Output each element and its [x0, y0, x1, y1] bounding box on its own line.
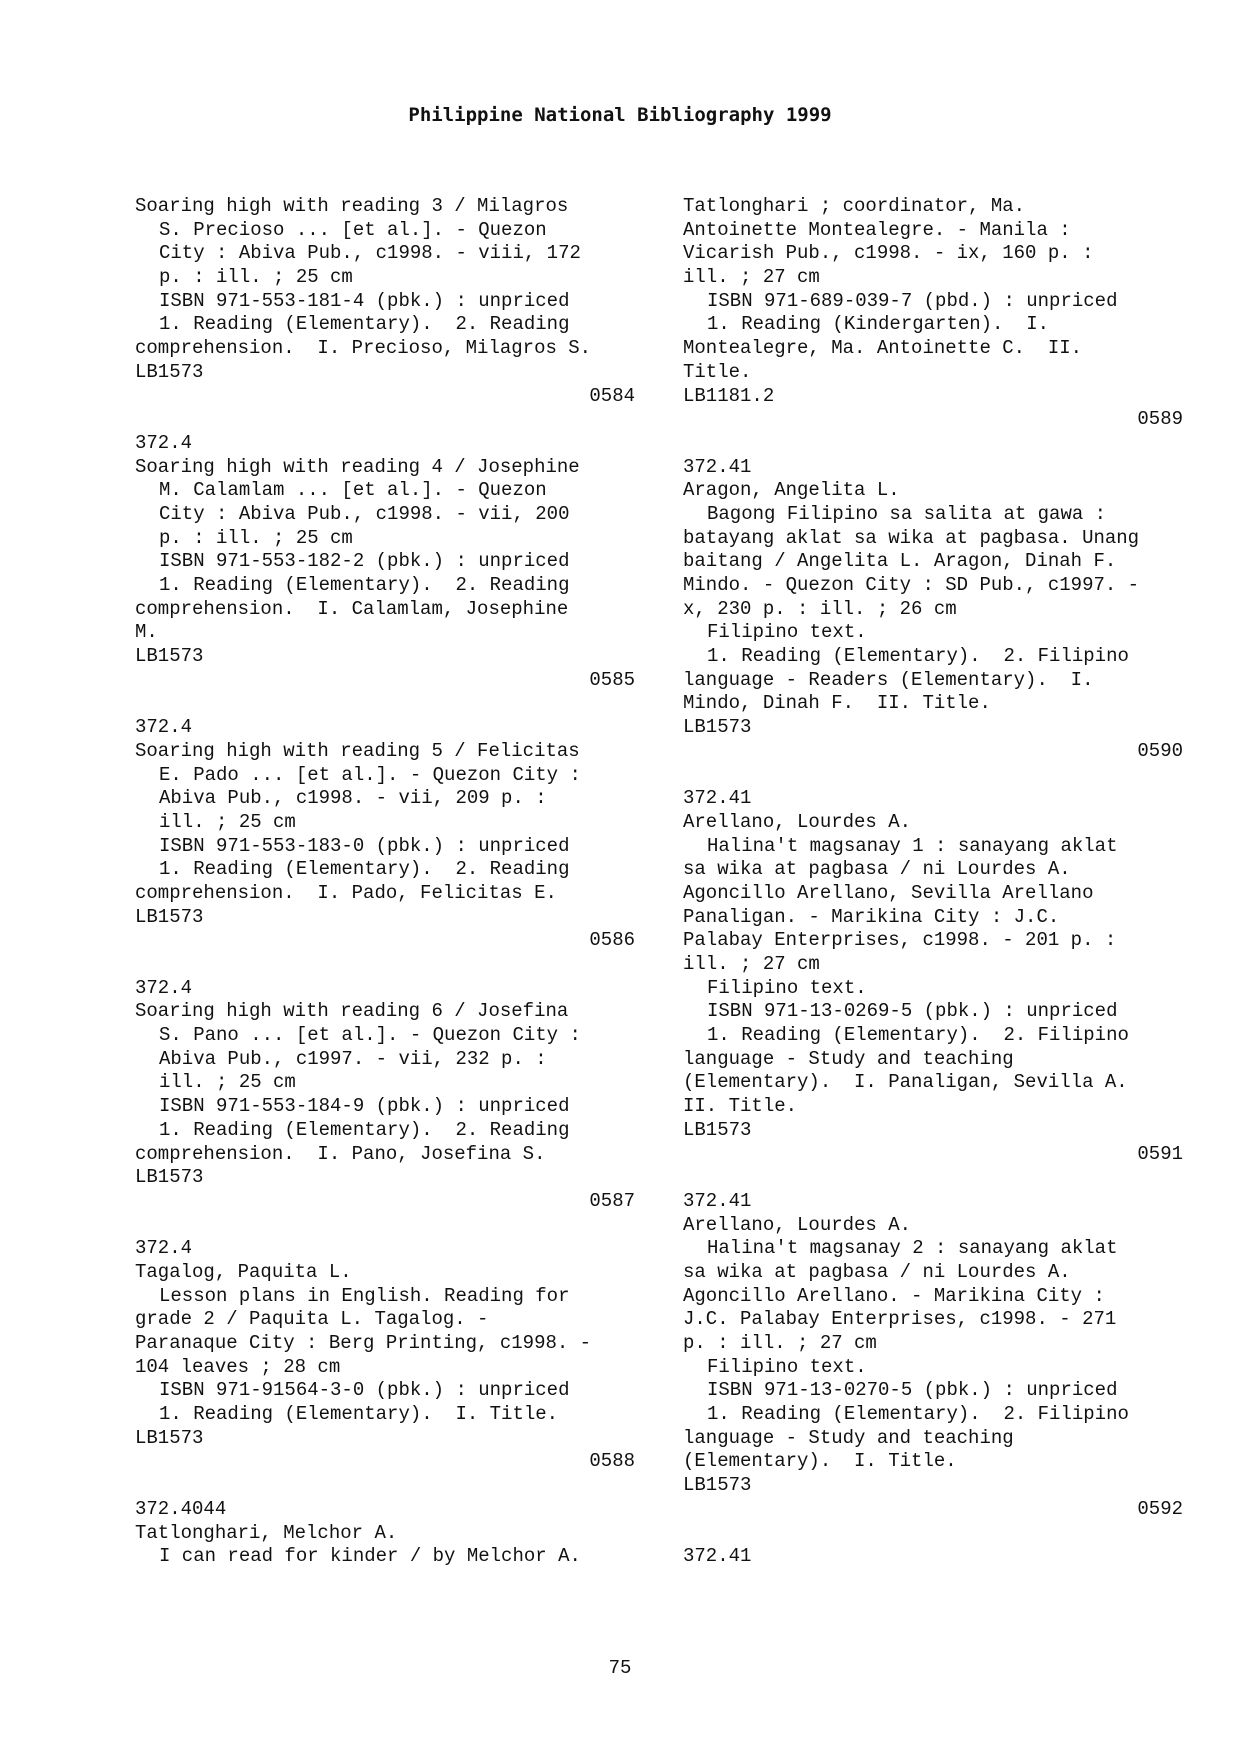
entry-line: ISBN 971-553-183-0 (pbk.) : unpriced [159, 834, 570, 857]
entry-number: 0588 [589, 1450, 635, 1473]
entry-line: 372.41 [683, 455, 752, 478]
entry-line: Agoncillo Arellano. - Marikina City : [683, 1284, 1105, 1307]
entry-line: Soaring high with reading 6 / Josefina [135, 1000, 569, 1023]
entry-line: p. : ill. ; 27 cm [683, 1332, 877, 1354]
entry-line: LB1573 [135, 645, 204, 668]
entry-gap [135, 692, 635, 716]
entry-line: Abiva Pub., c1998. - vii, 209 p. : [159, 787, 547, 810]
entry-line: Tatlonghari, Melchor A. [135, 1521, 398, 1544]
entry-line: Halina't magsanay 2 : sanayang aklat [707, 1237, 1118, 1260]
entry-gap [683, 764, 1183, 788]
entry-line: Filipino text. [707, 1355, 867, 1378]
entry-line: (Elementary). I. Title. [683, 1450, 957, 1473]
entry-line: x, 230 p. : ill. ; 26 cm [683, 597, 957, 620]
entry-line: p. : ill. ; 25 cm [159, 526, 353, 549]
entry-line: City : Abiva Pub., c1998. - viii, 172 [159, 242, 581, 265]
entry-line: Filipino text. [707, 621, 867, 644]
bibliography-entry [135, 432, 635, 716]
entry-line: ill. ; 25 cm [159, 1071, 296, 1094]
entry-gap [683, 432, 1183, 456]
entry-line: M. [135, 621, 158, 644]
entry-line: 1. Reading (Elementary). 2. Reading [159, 1118, 570, 1141]
entry-line: comprehension. I. Pado, Felicitas E. [135, 881, 557, 904]
entry-line: LB1573 [683, 1118, 752, 1141]
page-number: 75 [608, 1657, 632, 1679]
entry-line: Halina't magsanay 1 : sanayang aklat [707, 834, 1118, 857]
entry-gap [135, 953, 635, 977]
entry-line: Abiva Pub., c1997. - vii, 232 p. : [159, 1047, 547, 1070]
entry-line: Mindo, Dinah F. II. Title. [683, 692, 991, 715]
entry-line: LB1573 [683, 1474, 752, 1497]
entry-line: ISBN 971-553-181-4 (pbk.) : unpriced [159, 289, 570, 312]
entry-line: Paranaque City : Berg Printing, c1998. - [135, 1332, 592, 1354]
entry-line: LB1573 [683, 716, 752, 739]
entry-line: Aragon, Angelita L. [683, 479, 900, 502]
bibliography-entry [683, 456, 1183, 788]
entry-line: Soaring high with reading 4 / Josephine [135, 455, 580, 478]
entry-line: language - Study and teaching [683, 1426, 1014, 1449]
bibliography-entry [135, 716, 635, 977]
entry-line: M. Calamlam ... [et al.]. - Quezon [159, 479, 547, 502]
entry-line: 104 leaves ; 28 cm [135, 1355, 341, 1378]
entry-line: 1. Reading (Elementary). I. Title. [159, 1403, 559, 1426]
bibliography-entry [135, 195, 635, 432]
entry-line: S. Pano ... [et al.]. - Quezon City : [159, 1024, 581, 1047]
entry-gap [683, 1166, 1183, 1190]
entry-line: ill. ; 25 cm [159, 810, 296, 833]
entry-number: 0590 [1137, 739, 1183, 762]
entry-line: 372.4044 [135, 1497, 227, 1520]
entry-line: 1. Reading (Elementary). 2. Filipino [707, 645, 1129, 668]
page-title: Philippine National Bibliography 1999 [408, 104, 832, 126]
entry-line: ISBN 971-689-039-7 (pbd.) : unpriced [707, 289, 1118, 312]
bibliography-entry [135, 1498, 635, 1569]
entry-gap [135, 1474, 635, 1498]
entry-line: sa wika at pagbasa / ni Lourdes A. [683, 1260, 1071, 1283]
entry-line: 372.4 [135, 716, 193, 739]
entry-line: 1. Reading (Elementary). 2. Filipino [707, 1403, 1129, 1426]
entry-number: 0587 [589, 1189, 635, 1212]
entry-line: sa wika at pagbasa / ni Lourdes A. [683, 858, 1071, 881]
entry-line: S. Precioso ... [et al.]. - Quezon [159, 218, 547, 241]
entry-line: E. Pado ... [et al.]. - Quezon City : [159, 763, 581, 786]
bibliography-entry [135, 977, 635, 1238]
entry-line: 372.41 [683, 1545, 752, 1568]
bibliography-entry [683, 1190, 1183, 1545]
entry-line: Tatlonghari ; coordinator, Ma. [683, 195, 1026, 217]
entry-line: 1. Reading (Elementary). 2. Reading [159, 574, 570, 596]
entry-number: 0585 [589, 668, 635, 691]
entry-line: comprehension. I. Calamlam, Josephine [135, 597, 569, 620]
entry-line: (Elementary). I. Panaligan, Sevilla A. [683, 1071, 1128, 1094]
entry-line: City : Abiva Pub., c1998. - vii, 200 [159, 502, 570, 525]
entry-line: ill. ; 27 cm [683, 953, 820, 975]
entry-line: Montealegre, Ma. Antoinette C. II. [683, 337, 1083, 360]
bibliography-entry [683, 1545, 1183, 1569]
entry-line: 1. Reading (Elementary). 2. Reading [159, 313, 570, 336]
entry-line: I can read for kinder / by Melchor A. [159, 1545, 581, 1568]
entry-line: ISBN 971-13-0269-5 (pbk.) : unpriced [707, 1000, 1118, 1023]
left-column [135, 195, 635, 1569]
entry-line: Palabay Enterprises, c1998. - 201 p. : [683, 929, 1117, 952]
entry-gap [135, 408, 635, 432]
entry-line: 1. Reading (Kindergarten). I. [707, 313, 1050, 336]
entry-number: 0592 [1137, 1497, 1183, 1520]
entry-line: 372.4 [135, 431, 193, 454]
entry-line: ill. ; 27 cm [683, 266, 820, 289]
entry-line: Agoncillo Arellano, Sevilla Arellano [683, 881, 1094, 904]
entry-line: Antoinette Montealegre. - Manila : [683, 218, 1071, 241]
entry-line: Tagalog, Paquita L. [135, 1260, 352, 1283]
entry-line: LB1573 [135, 1426, 204, 1449]
entry-line: ISBN 971-553-182-2 (pbk.) : unpriced [159, 550, 570, 573]
entry-line: language - Study and teaching [683, 1047, 1014, 1070]
bibliography-entry [683, 787, 1183, 1190]
entry-line: 1. Reading (Elementary). 2. Filipino [707, 1024, 1129, 1047]
entry-line: LB1573 [135, 905, 204, 928]
entry-line: p. : ill. ; 25 cm [159, 266, 353, 289]
entry-line: Soaring high with reading 5 / Felicitas [135, 739, 580, 762]
entry-line: 372.4 [135, 976, 193, 999]
entry-line: Arellano, Lourdes A. [683, 1213, 912, 1236]
entry-line: Bagong Filipino sa salita at gawa : [707, 502, 1107, 525]
entry-line: 1. Reading (Elementary). 2. Reading [159, 858, 570, 881]
entry-line: LB1573 [135, 1166, 204, 1189]
entry-number: 0589 [1137, 408, 1183, 431]
entry-gap [683, 1522, 1183, 1546]
entry-line: LB1573 [135, 360, 204, 383]
entry-line: grade 2 / Paquita L. Tagalog. - [135, 1308, 489, 1331]
entry-line: Arellano, Lourdes A. [683, 810, 912, 833]
entry-line: language - Readers (Elementary). I. [683, 668, 1094, 691]
entry-line: II. Title. [683, 1095, 798, 1118]
bibliography-entry [135, 1237, 635, 1498]
entry-line: Panaligan. - Marikina City : J.C. [683, 905, 1060, 928]
entry-line: ISBN 971-553-184-9 (pbk.) : unpriced [159, 1095, 570, 1118]
entry-line: batayang aklat sa wika at pagbasa. Unang [683, 526, 1140, 549]
entry-line: Mindo. - Quezon City : SD Pub., c1997. - [683, 574, 1140, 596]
entry-line: comprehension. I. Precioso, Milagros S. [135, 337, 592, 360]
entry-line: Filipino text. [707, 976, 867, 999]
entry-line: Title. [683, 360, 752, 383]
entry-line: 372.41 [683, 1189, 752, 1212]
entry-number: 0591 [1137, 1142, 1183, 1165]
entry-line: 372.41 [683, 787, 752, 810]
entry-line: baitang / Angelita L. Aragon, Dinah F. [683, 550, 1117, 573]
entry-line: Vicarish Pub., c1998. - ix, 160 p. : [683, 242, 1094, 265]
entry-gap [135, 1214, 635, 1238]
right-column [683, 195, 1183, 1569]
entry-line: Lesson plans in English. Reading for [159, 1284, 570, 1307]
entry-number: 0584 [589, 384, 635, 407]
entry-line: LB1181.2 [683, 384, 775, 407]
entry-line: ISBN 971-91564-3-0 (pbk.) : unpriced [159, 1379, 570, 1402]
entry-line: 372.4 [135, 1237, 193, 1260]
entry-line: ISBN 971-13-0270-5 (pbk.) : unpriced [707, 1379, 1118, 1402]
entry-line: J.C. Palabay Enterprises, c1998. - 271 [683, 1308, 1117, 1331]
entry-line: Soaring high with reading 3 / Milagros [135, 195, 569, 217]
bibliography-entry [683, 195, 1183, 456]
entry-line: comprehension. I. Pano, Josefina S. [135, 1142, 546, 1165]
entry-number: 0586 [589, 929, 635, 952]
